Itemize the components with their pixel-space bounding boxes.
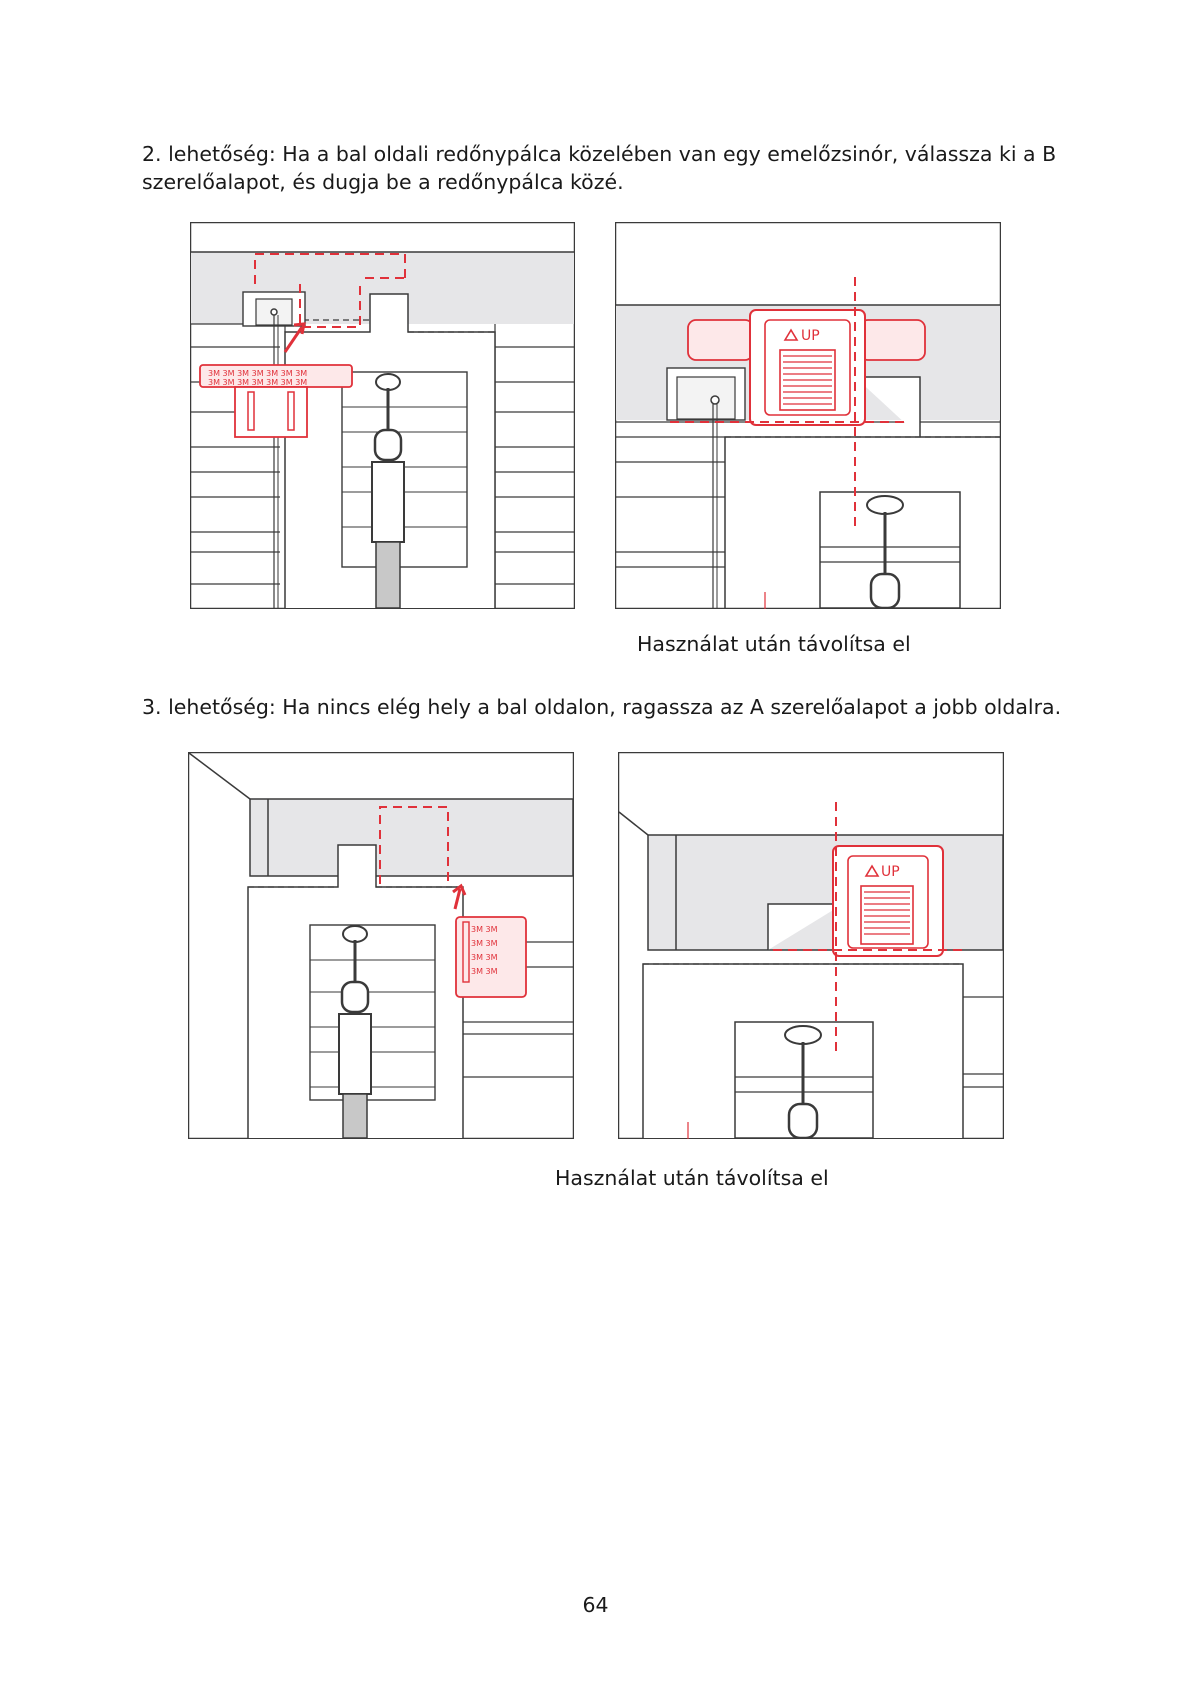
option-2-instruction: 2. lehetőség: Ha a bal oldali redőnypálca közelében van egy emelőzsinór, válassza ki a B szerelőalapot, és dugja be a redőnypálca közé. — [142, 142, 1057, 194]
page-number: 64 — [582, 1593, 609, 1617]
option-3-instruction: 3. lehetőség: Ha nincs elég hely a bal oldalon, ragassza az A szerelőalapot a jobb oldalra. — [142, 695, 1062, 719]
headrail — [250, 799, 573, 876]
up-label: UP — [881, 864, 900, 880]
remove-after-use-caption: Használat után távolítsa el — [637, 632, 911, 656]
tape-label: 3M 3M 3M 3M 3M 3M 3M — [208, 369, 308, 378]
headrail — [648, 835, 1003, 950]
svg-text:3M 3M: 3M 3M — [471, 967, 498, 976]
figure-option3-mounted-device — [618, 752, 1004, 1139]
svg-text:3M 3M: 3M 3M — [471, 953, 498, 962]
remove-after-use-caption: Használat után távolítsa el — [555, 1166, 829, 1190]
svg-text:3M 3M 3M 3M 3M 3M 3M: 3M 3M 3M 3M 3M 3M 3M — [208, 378, 308, 387]
tape-label: 3M 3M — [471, 925, 498, 934]
up-label: UP — [801, 328, 820, 344]
figure-option2-insert-mount-b — [190, 222, 575, 609]
figure-option3-stick-mount-a — [188, 752, 574, 1139]
figure-option2-mounted-device — [615, 222, 1001, 609]
svg-text:3M 3M: 3M 3M — [471, 939, 498, 948]
